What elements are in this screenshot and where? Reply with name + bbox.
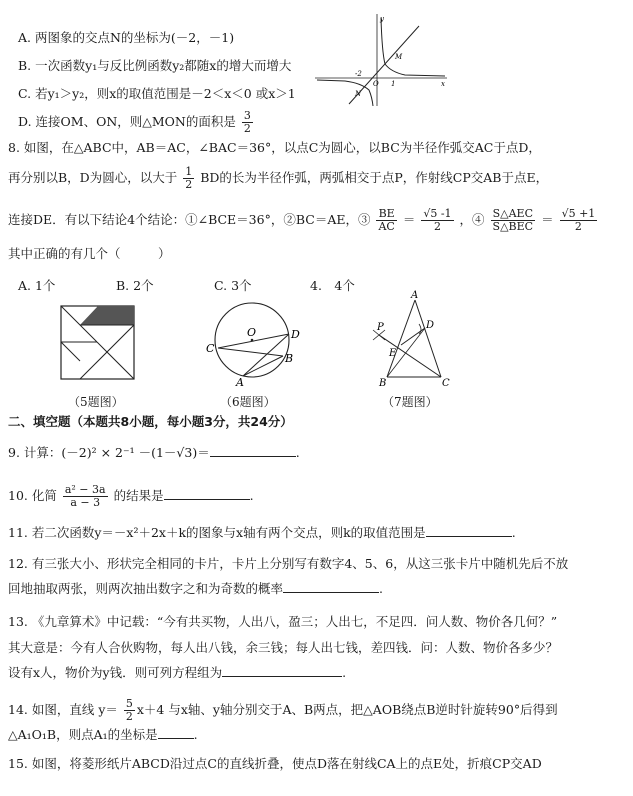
conclusion-separator: ，④ xyxy=(459,212,485,227)
figure-5-caption: （5题图） xyxy=(68,395,124,409)
q13-end: . xyxy=(342,665,347,680)
label-d: D xyxy=(291,328,300,341)
tangram-line xyxy=(61,342,80,361)
label-c: C xyxy=(206,342,215,355)
tick-one: 1 xyxy=(391,80,396,88)
q13-line3-text: 设有x人，物价为y钱．则可列方程组为 xyxy=(8,665,223,680)
q8-line4: 其中正确的有几个（ ） xyxy=(8,246,171,261)
q8-line3-pre: 连接DE．有以下结论4个结论：①∠BCE＝36°，②BC＝AE，③ xyxy=(8,212,371,227)
chord-cb xyxy=(218,348,283,356)
section-2-heading: 二、填空题（本题共8小题，每小题3分，共24分） xyxy=(8,414,293,429)
q14-slope-fraction xyxy=(124,698,135,723)
q12-answer-blank[interactable] xyxy=(283,580,379,593)
fraction-numerator: BE xyxy=(376,208,396,221)
figure-6-caption: （6题图） xyxy=(220,395,276,409)
center-point xyxy=(251,339,254,342)
fraction-denominator: 2 xyxy=(185,178,193,191)
q13-line1: 13. 《九章算术》中记载：“今有共买物，人出八，盈三；人出七，不足四．问人数、物价各几何？” xyxy=(8,614,558,629)
label-e: E xyxy=(389,348,397,359)
chord-ad xyxy=(243,334,289,376)
fraction-denominator: AC xyxy=(378,220,395,233)
q10-fraction xyxy=(63,484,108,509)
q14-line2 xyxy=(8,726,198,743)
q11-answer-blank[interactable] xyxy=(426,524,512,537)
label-c: C xyxy=(442,378,450,389)
q11-end: . xyxy=(511,525,516,540)
fraction-denominator: S△BEC xyxy=(492,220,534,233)
point-n-label: N xyxy=(355,90,362,98)
q9-text: 9. 计算：(－2)² × 2⁻¹ －(1－√3)＝ xyxy=(8,445,210,460)
chord-ab xyxy=(243,356,283,376)
q8-line1: 8. 如图，在△ABC中，AB＝AC，∠BAC＝36°，以点C为圆心，以BC为半径作弧交AC于点D， xyxy=(8,140,541,155)
conclusion4-equals: ＝ xyxy=(541,212,554,227)
fraction-numerator: 3 xyxy=(243,109,251,122)
q7-option-d-fraction xyxy=(242,110,253,135)
fraction-numerator: √5 +1 xyxy=(561,207,596,220)
q14-pre: 14. 如图，直线 y＝ xyxy=(8,702,118,717)
q14-line2-text: △A₁O₁B，则点A₁的坐标是 xyxy=(8,727,158,742)
fraction-numerator: √5 -1 xyxy=(423,207,452,220)
q12-line1: 12. 有三张大小、形状完全相同的卡片，卡片上分别写有数字4、5、6，从这三张卡片中随机先后不放 xyxy=(8,556,569,571)
q14-mid: x＋4 与x轴、y轴分别交于A、B两点，把△AOB绕点B逆时针旋转90°后得到 xyxy=(136,702,558,717)
q8-line2-pre: 再分别以B，D为圆心，以大于 xyxy=(8,170,178,185)
origin-label: O xyxy=(373,80,379,88)
q7-option-c: C. 若y₁＞y₂，则x的取值范围是－2＜x＜0 或x＞1 xyxy=(18,86,296,101)
q8-option-d: 4. 4个 xyxy=(310,278,355,293)
q9-answer-blank[interactable] xyxy=(210,444,296,457)
fraction-numerator: S△AEC xyxy=(491,208,536,221)
fraction-denominator: 2 xyxy=(574,220,582,233)
q10: 10. 化简 $\frac{\text{a² − 3a}}{a - 3}$ 的结果是 . xyxy=(8,483,254,509)
q7-function-graph xyxy=(315,12,450,107)
hyperbola-left-branch xyxy=(317,80,373,106)
q8-half-fraction xyxy=(183,166,194,191)
side-ac xyxy=(415,300,441,377)
q12-line2-text: 回地抽取两张，则两次抽出数字之和为奇数的概率 xyxy=(8,581,284,596)
q11-text: 11. 若二次函数y＝－x²＋2x＋k的图象与x轴有两个交点，则k的取值范围是 xyxy=(8,525,426,540)
label-d: D xyxy=(426,320,435,331)
q8-option-a: A. 1个 xyxy=(18,278,56,293)
fraction-denominator: a − 3 xyxy=(70,496,101,509)
q15-line1: 15. 如图，将菱形纸片ABCD沿过点C的直线折叠，使点D落在射线CA上的点E处，折痕CP交AD xyxy=(8,756,542,771)
q11 xyxy=(8,524,516,541)
q8-line2 xyxy=(8,166,548,191)
q10-answer-blank[interactable] xyxy=(164,487,250,500)
q7-option-d-text: D. 连接OM、ON，则△MON的面积是 xyxy=(18,114,236,129)
q14-end: . xyxy=(193,727,198,742)
q7-option-d xyxy=(18,110,255,135)
q7-option-b: B. 一次函数y₁与反比例函数y₂都随x的增大而增大 xyxy=(18,58,292,73)
conclusion4-left-fraction xyxy=(491,208,536,233)
label-a: A xyxy=(236,376,244,389)
conclusion4-right-fraction xyxy=(560,208,598,233)
label-p: P xyxy=(377,322,384,333)
fraction-denominator: 2 xyxy=(125,710,133,723)
q8-line3 xyxy=(8,208,599,233)
figure-6-circle xyxy=(205,300,305,390)
q10-pre: 10. 化简 xyxy=(8,488,57,503)
conclusion3-right-fraction xyxy=(421,208,453,233)
q9: 9. 计算：(－2)² × 2⁻¹ －(1－√3)＝ . xyxy=(8,445,300,460)
q14-answer-blank[interactable] xyxy=(158,726,194,739)
segment-ed xyxy=(401,328,425,345)
q14-line1 xyxy=(8,698,558,723)
q8-option-c: C. 3个 xyxy=(214,278,252,293)
tick-minus-two: -2 xyxy=(355,70,362,78)
q12-line2 xyxy=(8,580,383,597)
point-m-label: M xyxy=(395,53,403,61)
q8-line2-post: BD的长为半径作弧，两弧相交于点P，作射线CP交AB于点E， xyxy=(200,170,549,185)
q7-option-a: A. 两图象的交点N的坐标为(－2，－1) xyxy=(18,30,235,45)
fraction-numerator: a² − 3a xyxy=(64,483,106,496)
shaded-parallelogram xyxy=(80,306,134,325)
fraction-numerator: 1 xyxy=(185,165,193,178)
label-a: A xyxy=(411,290,419,301)
tangram-line xyxy=(97,342,134,379)
q13-line3 xyxy=(8,664,346,681)
fraction-denominator: 2 xyxy=(433,220,441,233)
fraction-denominator: 2 xyxy=(243,122,251,135)
q10-post: 的结果是 xyxy=(113,488,164,503)
figure-5-tangram xyxy=(60,305,135,380)
y-axis-label: y xyxy=(380,15,384,23)
q8-option-b: B. 2个 xyxy=(116,278,154,293)
conclusion3-left-fraction xyxy=(376,208,396,233)
q12-end: . xyxy=(379,581,383,596)
x-axis-label: x xyxy=(441,80,445,88)
q13-line2: 其大意是：今有人合伙购物，每人出八钱，余三钱；每人出七钱，差四钱．问：人数、物价各多少？ xyxy=(8,640,559,655)
conclusion3-equals: ＝ xyxy=(402,212,416,227)
hyperbola-right-branch xyxy=(381,18,445,76)
figure-7-caption: （7题图） xyxy=(382,395,438,409)
q13-answer-blank[interactable] xyxy=(222,664,342,677)
label-b: B xyxy=(285,352,294,365)
label-o: O xyxy=(247,326,257,339)
fraction-numerator: 5 xyxy=(125,697,133,710)
label-b: B xyxy=(379,378,387,389)
figure-7-triangle xyxy=(365,290,460,390)
